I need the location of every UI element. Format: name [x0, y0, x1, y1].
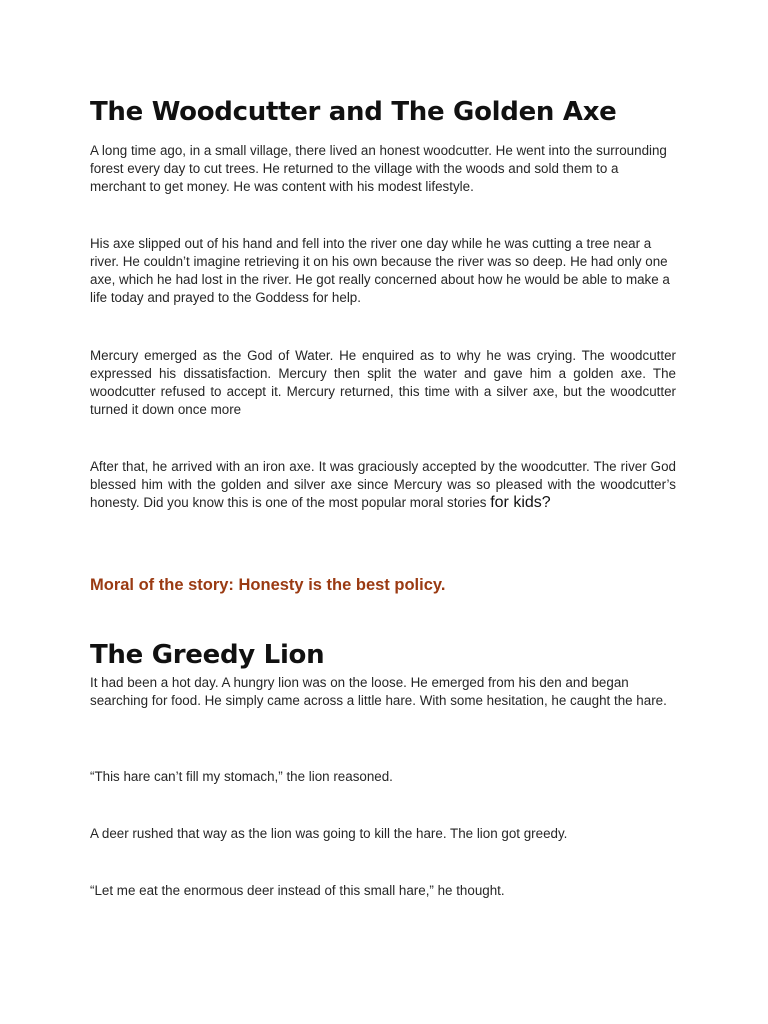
- paragraph: Mercury emerged as the God of Water. He enquired as to why he was crying. The woodcutter expressed his dissatisfaction. Mercury then split the water and gave him a golden axe. The woodcutter refused to accept it. Mercury returned, this time with a silver axe, but the woodcutter turned it down once more: [90, 348, 676, 417]
- paragraph-text: After that, he arrived with an iron axe. It was graciously accepted by the woodcutter. The river God blessed him with the golden and silver axe since Mercury was so pleased with the woodcutter’s honesty. Did you know this is one of the most popular moral stories: [90, 459, 676, 510]
- paragraph-with-link: [90, 458, 676, 512]
- paragraph: It had been a hot day. A hungry lion was on the loose. He emerged from his den and began searching for food. He simply came across a little hare. With some hesitation, he caught the hare.: [90, 675, 667, 708]
- paragraph: “This hare can’t fill my stomach,” the lion reasoned.: [90, 769, 393, 784]
- paragraph: A deer rushed that way as the lion was going to kill the hare. The lion got greedy.: [90, 826, 568, 841]
- story-title-greedy-lion: The Greedy Lion: [90, 640, 325, 670]
- paragraph: “Let me eat the enormous deer instead of this small hare,” he thought.: [90, 883, 505, 898]
- paragraph: A long time ago, in a small village, there lived an honest woodcutter. He went into the surrounding forest every day to cut trees. He returned to the village with the woods and sold them to a merchant to get money. He was content with his modest lifestyle.: [90, 143, 667, 194]
- paragraph: His axe slipped out of his hand and fell into the river one day while he was cutting a tree near a river. He couldn’t imagine retrieving it on his own because the river was so deep. He had only one axe, which he had lost in the river. He got really concerned about how he would be able to make a life today and prayed to the Goddess for help.: [90, 236, 670, 305]
- moral-of-story: Moral of the story: Honesty is the best policy.: [90, 576, 446, 594]
- kids-link[interactable]: for kids?: [490, 494, 551, 511]
- story-title-woodcutter: The Woodcutter and The Golden Axe: [90, 97, 617, 127]
